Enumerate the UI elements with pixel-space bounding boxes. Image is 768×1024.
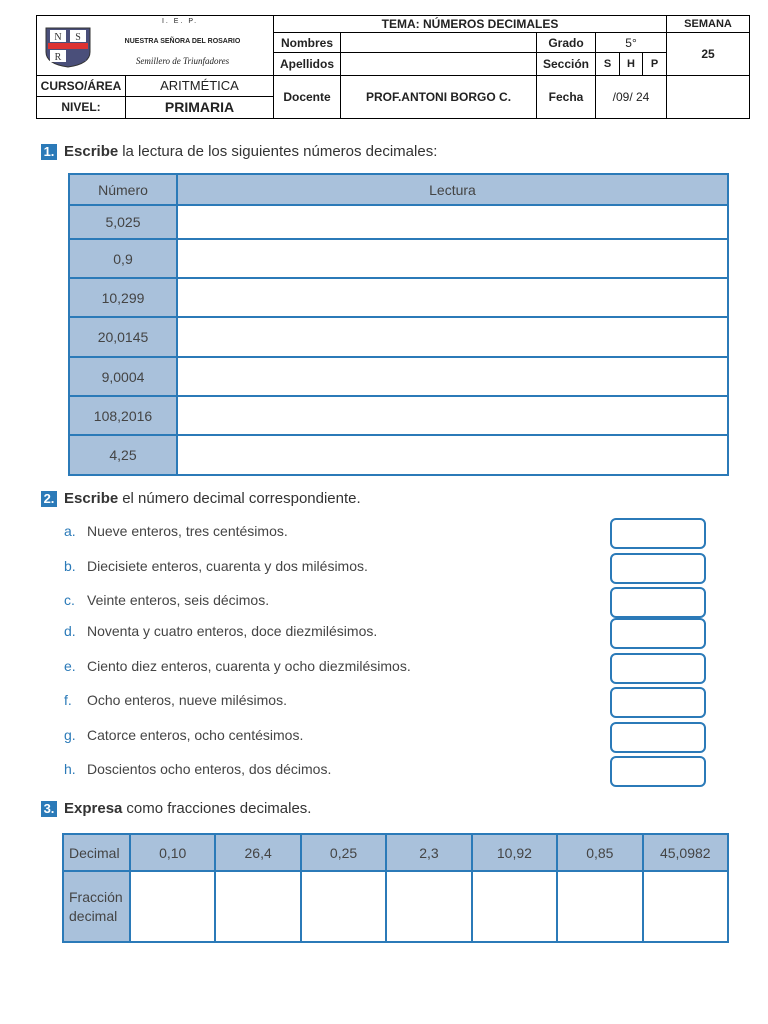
decimal-cell: 0,25 <box>301 834 386 871</box>
fraction-label-line2: decimal <box>69 907 118 924</box>
exercise-3-table <box>62 833 729 943</box>
reading-answer-cell[interactable] <box>177 357 728 396</box>
item-letter: e. <box>64 658 76 674</box>
reading-answer-cell[interactable] <box>177 317 728 357</box>
item-text: Noventa y cuatro enteros, doce diezmilésimos. <box>87 623 378 639</box>
worksheet-header <box>36 15 750 119</box>
item-letter: c. <box>64 592 75 608</box>
reading-answer-cell[interactable] <box>177 205 728 239</box>
seccion-option-p[interactable]: P <box>643 53 667 75</box>
semana-bottom <box>667 75 750 118</box>
item-text: Catorce enteros, ocho centésimos. <box>87 727 304 743</box>
fraction-answer-cell[interactable] <box>386 871 471 942</box>
semana-number: 25 <box>667 33 750 75</box>
number-cell: 20,0145 <box>69 317 177 357</box>
reading-answer-cell[interactable] <box>177 239 728 278</box>
school-motto: Semillero de Triunfadores <box>135 56 230 66</box>
exercise-1-verb: Escribe <box>64 143 119 160</box>
school-name: NUESTRA SEÑORA DEL ROSARIO <box>124 38 241 45</box>
decimal-cell: 26,4 <box>215 834 300 871</box>
nivel-label: NIVEL: <box>37 96 126 118</box>
docente-label: Docente <box>274 75 341 118</box>
exercise-2-verb: Escribe <box>64 490 119 507</box>
answer-box[interactable] <box>610 687 706 718</box>
exercise-3-verb: Expresa <box>64 800 123 817</box>
exercise-2-item <box>64 558 368 574</box>
exercise-1-title <box>41 143 437 160</box>
exercise-3-number: 3. <box>41 801 57 817</box>
item-text: Diecisiete enteros, cuarenta y dos milésimos. <box>87 558 368 574</box>
item-letter: b. <box>64 558 76 574</box>
fraction-answer-cell[interactable] <box>130 871 215 942</box>
curso-label: CURSO/ÁREA <box>37 75 126 96</box>
col-header-reading: Lectura <box>177 174 728 205</box>
answer-box[interactable] <box>610 518 706 549</box>
exercise-2-title <box>41 490 361 507</box>
fraction-answer-cell[interactable] <box>301 871 386 942</box>
number-cell: 5,025 <box>69 205 177 239</box>
answer-box[interactable] <box>610 722 706 753</box>
logo-letter-n: N <box>54 32 62 43</box>
decimal-cell: 0,85 <box>557 834 642 871</box>
exercise-2-item <box>64 523 288 539</box>
exercise-2-number: 2. <box>41 491 57 507</box>
fraction-answer-cell[interactable] <box>557 871 642 942</box>
number-cell: 4,25 <box>69 435 177 475</box>
table-row <box>69 357 728 396</box>
exercise-2-instruction: el número decimal correspondiente. <box>122 490 361 507</box>
item-letter: f. <box>64 692 72 708</box>
exercise-1-table <box>68 173 729 476</box>
answer-box[interactable] <box>610 553 706 584</box>
school-block <box>37 16 274 76</box>
nombres-label: Nombres <box>274 33 341 53</box>
grado-label: Grado <box>537 33 596 53</box>
exercise-3-instruction: como fracciones decimales. <box>126 800 312 817</box>
tema-title: TEMA: NÚMEROS DECIMALES <box>274 16 667 33</box>
seccion-label: Sección <box>537 53 596 75</box>
reading-answer-cell[interactable] <box>177 396 728 435</box>
answer-box[interactable] <box>610 618 706 649</box>
iep-label: I. E. P. <box>161 18 199 25</box>
col-header-number: Número <box>69 174 177 205</box>
decimal-cell: 45,0982 <box>643 834 728 871</box>
fraction-answer-cell[interactable] <box>643 871 728 942</box>
table-row <box>69 317 728 357</box>
item-letter: d. <box>64 623 76 639</box>
exercise-2-item <box>64 592 269 608</box>
nombres-field[interactable] <box>341 33 537 53</box>
item-text: Doscientos ocho enteros, dos décimos. <box>87 761 332 777</box>
decimal-cell: 10,92 <box>472 834 557 871</box>
reading-answer-cell[interactable] <box>177 278 728 317</box>
item-text: Nueve enteros, tres centésimos. <box>87 523 288 539</box>
school-logo <box>44 26 92 68</box>
curso-value: ARITMÉTICA <box>126 75 274 96</box>
exercise-2-item <box>64 692 287 708</box>
table-row <box>69 205 728 239</box>
semana-label: SEMANA <box>667 16 750 33</box>
item-letter: a. <box>64 523 76 539</box>
exercise-2-item <box>64 623 377 639</box>
number-cell: 10,299 <box>69 278 177 317</box>
logo-letter-s: S <box>75 32 81 43</box>
fecha-value: /09/ 24 <box>596 75 667 118</box>
reading-answer-cell[interactable] <box>177 435 728 475</box>
number-cell: 9,0004 <box>69 357 177 396</box>
number-cell: 108,2016 <box>69 396 177 435</box>
fecha-label: Fecha <box>537 75 596 118</box>
table-row <box>69 239 728 278</box>
apellidos-field[interactable] <box>341 53 537 75</box>
docente-value: PROF.ANTONI BORGO C. <box>341 75 537 118</box>
answer-box[interactable] <box>610 756 706 787</box>
exercise-1-number: 1. <box>41 144 57 160</box>
exercise-2-item <box>64 658 411 674</box>
exercise-2-item <box>64 727 303 743</box>
fraction-row-label <box>63 871 130 942</box>
decimal-cell: 2,3 <box>386 834 471 871</box>
seccion-option-h[interactable]: H <box>620 53 643 75</box>
answer-box[interactable] <box>610 587 706 618</box>
answer-box[interactable] <box>610 653 706 684</box>
decimal-row-label: Decimal <box>63 834 130 871</box>
fraction-answer-cell[interactable] <box>215 871 300 942</box>
item-letter: g. <box>64 727 76 743</box>
fraction-label-line1: Fracción <box>69 888 123 905</box>
table-row <box>69 278 728 317</box>
nivel-value: PRIMARIA <box>126 96 274 118</box>
exercise-1-instruction: la lectura de los siguientes números decimales: <box>122 143 438 160</box>
seccion-option-s[interactable]: S <box>596 53 620 75</box>
logo-letter-r: R <box>54 52 62 63</box>
exercise-2-item <box>64 761 331 777</box>
item-text: Ciento diez enteros, cuarenta y ocho diezmilésimos. <box>87 658 411 674</box>
number-cell: 0,9 <box>69 239 177 278</box>
grado-value: 5° <box>596 33 667 53</box>
fraction-answer-cell[interactable] <box>472 871 557 942</box>
table-row <box>69 396 728 435</box>
item-text: Ocho enteros, nueve milésimos. <box>87 692 287 708</box>
decimal-cell: 0,10 <box>130 834 215 871</box>
item-letter: h. <box>64 761 76 777</box>
exercise-3-title <box>41 800 311 817</box>
table-row <box>69 435 728 475</box>
apellidos-label: Apellidos <box>274 53 341 75</box>
item-text: Veinte enteros, seis décimos. <box>87 592 270 608</box>
